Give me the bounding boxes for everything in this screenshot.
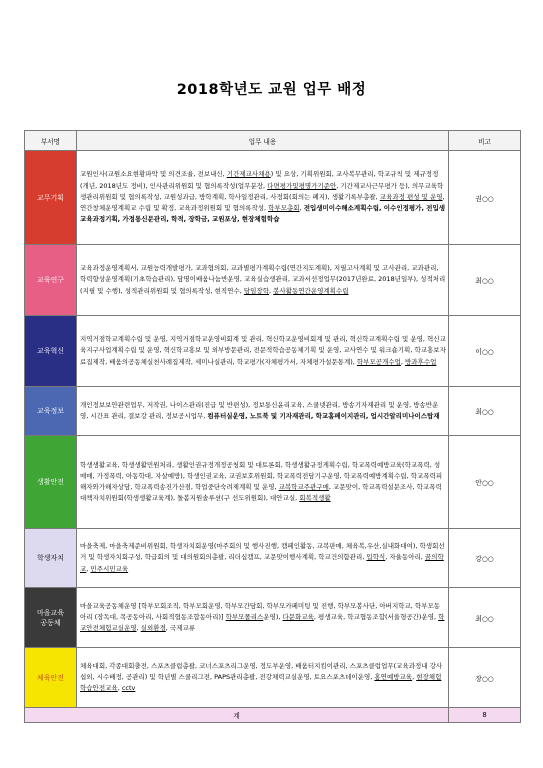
dept-name: 교무기획	[25, 151, 77, 245]
duty-text: ,	[412, 672, 417, 681]
duty-text: 담임장학	[243, 286, 269, 295]
duty-text: 꿈의학교	[80, 553, 444, 573]
duty-text: 지역거점학교계획수립 및 운영, 지역거점학교운영비회계 및 관리, 혁신학교운영비회계 및 관리, 혁신학교계획수립 및 운영, 혁신교육지구사업계획수립 및 운영, 혁신학교홍보 및 외부방문관리, 전문적학습공동체기획 및 운영, 교사연수 및 워크숍기획, 학교홍보자료집제작, 배움의공동체실천사례집제작, 세미나실관리, 학교평가(자체평가서, 자체평가설문통계),	[80, 335, 446, 366]
duty-text-bold: 컴퓨터실운영, 노트북 및 기자재관리, 학교홈페이지관리, 업시간알리미나이스탑재	[207, 412, 440, 420]
duty-text: 학부모폴리스	[225, 612, 264, 621]
duty-text: 마을교육공동체운영 [학부모회조직, 학부모회운영, 학부모간담회, 학부모카페미팅 및 진행, 학부모봉사단, 아버지학교, 학부모동아리 (장독대, 목공동아리, 사회적협동조합동아리)]	[80, 601, 441, 621]
header-dept: 부서명	[25, 131, 77, 151]
table-row	[25, 245, 521, 316]
header-note: 비고	[449, 131, 521, 151]
duty-content	[77, 245, 449, 316]
note-person: 안○○	[449, 436, 521, 529]
duty-content	[77, 151, 449, 245]
table-row	[25, 648, 521, 708]
duty-text: ,	[86, 564, 91, 573]
dept-name: 교육연구	[25, 245, 77, 316]
duty-text: , 기간제교사근무평가 등), 의무교육학생관리위원회 및 협의록작성, 교원성과급, 방학계획, 학사일정관리, 사정회(회의는 폐지), 생활기록부총괄,	[80, 181, 444, 201]
dept-name: 마을교육 공동체	[25, 588, 77, 648]
duty-content	[77, 588, 449, 648]
table-row	[25, 588, 521, 648]
duty-text: 다면평가및평명가기준안	[267, 181, 337, 190]
table-row	[25, 316, 521, 387]
note-person: 강○○	[449, 529, 521, 588]
table-header-row	[25, 131, 521, 151]
duty-text: 학교안전체험교실운영	[80, 612, 445, 633]
duty-text: 홍연예방교육	[374, 672, 413, 681]
duty-text: 교육과정 편성 및 운영	[379, 192, 443, 201]
duty-text: 개인정보보안관련업무, 저작권, 나이스관리(진급 및 반편성), 정보통신윤리교육, 스쿨넷관리, 방송기자재관리 및 운영, 방송반운영, 시간표 관리, 결보강 관리, 정보공시업무,	[80, 400, 439, 420]
total-label: 계	[25, 708, 449, 723]
duty-text: 봉사활동연간운영계획수립	[273, 286, 349, 295]
duty-text: 입학식	[366, 553, 386, 562]
duty-text: 현장체험학습안전교육	[80, 672, 442, 693]
dept-name: 생활안전	[25, 436, 77, 529]
duty-text: , 교문맞이, 학교폭력설문조사, 학교폭력대책자치위원회(학생생활교육계), 돌봄지원솔루션(구 선도위원회), 대안교실,	[80, 483, 442, 503]
duty-text: , 자율동아리,	[385, 553, 425, 562]
duty-text-bold: 전입생미이수해소계획수립, 이수인정평가, 전입생교육과정기획, 가정통신문관리, 학적, 장학금, 교원포상, 현장체험학습	[80, 204, 446, 224]
duty-content	[77, 529, 449, 588]
duty-text: 교육과정운영계획서, 교원능력개발평가, 교과협의회, 교과별평가계획수립(연간지도계획), 지필고사계획 및 고사관리, 교과관리, 학력향상운영계획(기초학습관리), 담명이배움나눔반운영, 교육실습생관리, 교과서선정업무(2017년완료, 2018년일부), 성적처리(지필 및 수행), 성적관리위원회 및 협의록작성, 현직연수,	[80, 264, 446, 295]
dept-name: 학생자치	[25, 529, 77, 588]
duty-text: , 평생교육, 학교협동조합(서울형공간)운영,	[313, 612, 439, 621]
duty-content	[77, 387, 449, 436]
duty-text: ) 및 요상, 기획위원회, 교사복무관리, 학교규칙 및 제규정정(개년, 2018년도 정비), 인사관리위원회 및 협의록작성(업무분장,	[80, 170, 439, 190]
duty-text: ,	[299, 204, 304, 213]
note-person: 최○○	[449, 245, 521, 316]
duty-text: 다문화교육	[282, 612, 314, 621]
duty-text: 마을축제, 마을축제준비위원회, 학생자치회운영(마주회의 및 행사진행, 캠페인활동, 교복판매, 체육복,우산,실내화대여), 학생회선거 및 학생자치회구성, 학급회의 및 대의원회의총괄, 리더십캠프, 교문맞이행사계획, 학교건의함관리,	[80, 542, 445, 562]
duty-text: 운영),	[263, 612, 283, 621]
duty-text: 학부모공개수업	[356, 357, 401, 366]
duty-content	[77, 316, 449, 387]
duty-text: 기간제교사채용	[226, 170, 271, 179]
dept-name: 교육혁신	[25, 316, 77, 387]
duty-content	[77, 436, 449, 529]
duty-text: cctv	[121, 684, 136, 693]
table-row	[25, 529, 521, 588]
note-person: 최○○	[449, 588, 521, 648]
duty-text: 학생생활교육, 학생생활민원처리, 생활인권규정개정공청회 및 대토론회, 학생생활규정게획수립, 학교폭력예방교육(학교폭력, 성매매, 가정폭력, 아동학대, 자살예방), 학생인권교육, 교권보호위원회, 학교폭력전담기구운영, 학교폭력예방계획수립, 학교폭력피해자와가해자상담, 학교폭력송진가산점, 학업중단숙려제계획 및 운영,	[80, 460, 443, 491]
duty-text: 민주시민교육	[90, 564, 129, 573]
duty-text: ,	[117, 684, 122, 693]
duty-text: , 연간창체운영계획교 수립 및 확정, 교육과정위원회 및 협의록작성,	[80, 192, 445, 213]
note-person: 최○○	[449, 387, 521, 436]
duty-text: 회복적생활	[299, 494, 331, 503]
table-row	[25, 436, 521, 529]
dept-name: 교육정보	[25, 387, 77, 436]
total-value: 8	[449, 708, 521, 723]
header-content: 업무 내용	[77, 131, 449, 151]
note-person: 이○○	[449, 316, 521, 387]
duty-text: ,	[400, 357, 405, 366]
total-row	[25, 708, 521, 723]
duty-text: 교원인사(교원소요현황파악 및 의견조율, 전보내신,	[80, 170, 227, 179]
duty-text: 교복학교주관구매	[278, 483, 329, 491]
duty-text: 실외환경	[140, 624, 166, 633]
duty-content	[77, 648, 449, 708]
duty-text: , 국제교류	[165, 624, 196, 633]
table-row	[25, 151, 521, 245]
note-person: 장○○	[449, 648, 521, 708]
table-row	[25, 387, 521, 436]
assignment-table	[24, 130, 521, 723]
duty-text: ,	[136, 624, 141, 633]
page-title: 2018학년도 교원 업무 배정	[176, 82, 367, 98]
duty-text: ,	[269, 286, 274, 295]
duty-text: 체육대회, 각종대회출전, 스포츠클럽총괄, 코너스포츠리그운영, 정도부운영, 배움터지킴이관리, 스포츠클럽업무(교육과정내 강사섭외, 시수배정, 공관리) 및 학년별 스쿨리그전, PAPS관리총괄, 전강체력교실운영, 토요스포츠데이운영,	[80, 661, 443, 681]
duty-text: 학부모총회	[268, 204, 300, 213]
duty-text: 방과후수업	[405, 357, 437, 366]
note-person: 권○○	[449, 151, 521, 245]
dept-name: 체육안전	[25, 648, 77, 708]
